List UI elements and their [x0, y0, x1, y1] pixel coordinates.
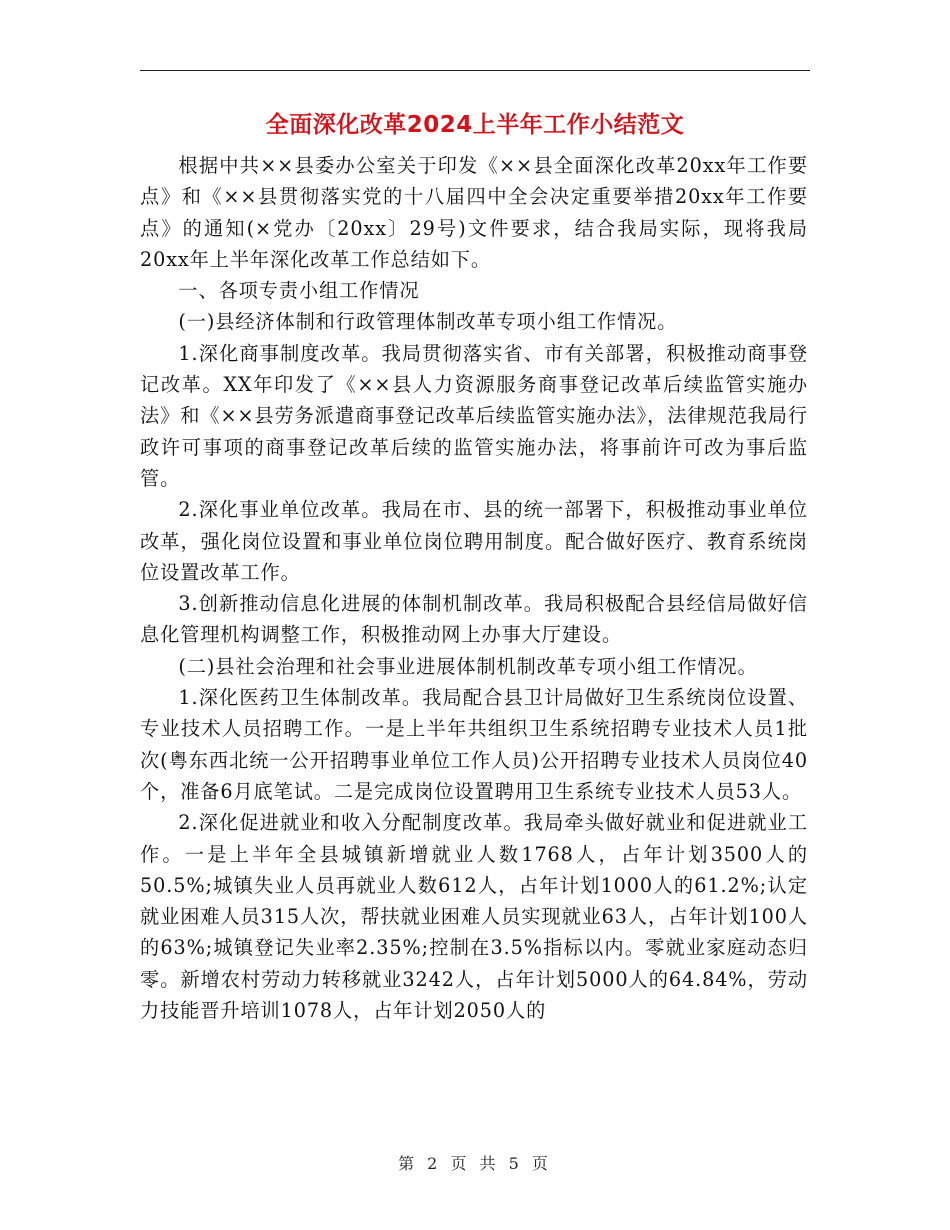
document-body: [140, 150, 808, 1026]
subsection-heading-2: (二)县社会治理和社会事业进展体制机制改革专项小组工作情况。: [178, 654, 758, 678]
subsection-heading-1: (一)县经济体制和行政管理体制改革专项小组工作情况。: [178, 310, 678, 334]
paragraph-item-1-2: 2.深化事业单位改革。我局在市、县的统一部署下，积极推动事业单位改革，强化岗位设置和事业单位岗位聘用制度。配合做好医疗、教育系统岗位设置改革工作。: [140, 498, 808, 584]
header-rule: [140, 70, 810, 71]
document-title: 全面深化改革2024上半年工作小结范文: [265, 112, 685, 138]
paragraph-intro: 根据中共××县委办公室关于印发《××县全面深化改革20xx年工作要点》和《××县贯彻落实党的十八届四中全会决定重要举措20xx年工作要点》的通知(×党办〔20xx〕29号)文件要求，结合我局实际，现将我局20xx年上半年深化改革工作总结如下。: [140, 154, 808, 271]
section-heading-1: 一、各项专责小组工作情况: [178, 279, 420, 303]
paragraph-item-1-3: 3.创新推动信息化进展的体制机制改革。我局积极配合县经信局做好信息化管理机构调整工作，积极推动网上办事大厅建设。: [140, 592, 808, 647]
paragraph-item-2-1: 1.深化医药卫生体制改革。我局配合县卫计局做好卫生系统岗位设置、专业技术人员招聘工作。一是上半年共组织卫生系统招聘专业技术人员1批次(粤东西北统一公开招聘事业单位工作人员)公开招聘专业技术人员岗位40个，准备6月底笔试。二是完成岗位设置聘用卫生系统专业技术人员53人。: [140, 686, 808, 803]
paragraph-item-1-1: 1.深化商事制度改革。我局贯彻落实省、市有关部署，积极推动商事登记改革。XX年印发了《××县人力资源服务商事登记改革后续监管实施办法》和《××县劳务派遣商事登记改革后续监管实施办法》，法律规范我局行政许可事项的商事登记改革后续的监管实施办法，将事前许可改为事后监管。: [140, 341, 808, 490]
page-number: 第 2 页 共 5 页: [398, 1154, 552, 1173]
paragraph-item-2-2: 2.深化促进就业和收入分配制度改革。我局牵头做好就业和促进就业工作。一是上半年全县城镇新增就业人数1768人，占年计划3500人的50.5%;城镇失业人员再就业人数612人，占年计划1000人的61.2%;认定就业困难人员315人次，帮扶就业困难人员实现就业63人，占年计划100人的63%;城镇登记失业率2.35%;控制在3.5%指标以内。零就业家庭动态归零。新增农村劳动力转移就业3242人，占年计划5000人的64.84%，劳动力技能晋升培训1078人，占年计划2050人的: [140, 811, 808, 1023]
